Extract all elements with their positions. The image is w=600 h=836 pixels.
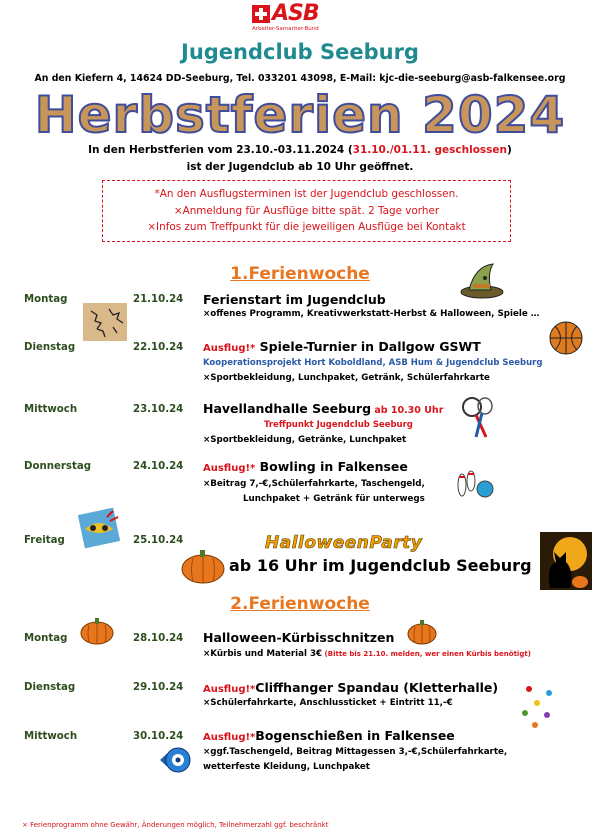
event-title: Halloween-Kürbisschnitzen	[203, 630, 395, 645]
trip-tag: Ausflug!*	[203, 732, 256, 743]
event-title-text: Bowling in Falkensee	[255, 459, 408, 474]
event-title-text: Havellandhalle Seeburg	[203, 401, 372, 416]
event-meeting-point: Treffpunkt Jugendclub Seeburg	[264, 420, 413, 430]
event-detail: Lunchpaket + Getränk für unterwegs	[243, 494, 425, 504]
event-note: (Bitte bis 21.10. melden, wer einen Kürbis benötigt)	[322, 650, 531, 658]
cross-icon	[252, 5, 270, 23]
event-title	[203, 680, 498, 695]
event-date: 29.10.24	[133, 682, 184, 693]
week-title-1: 1.Ferienwoche	[230, 264, 370, 284]
club-name: Jugendclub Seeburg	[181, 40, 419, 64]
notice-line: *An den Ausflugsterminen ist der Jugendclub geschlossen.	[154, 188, 459, 200]
event-detail: ×Sportbekleidung, Lunchpaket, Getränk, Schülerfahrkarte	[203, 373, 490, 383]
page-title: Herbstferien 2024	[34, 86, 566, 144]
intro-closed: 31.10./01.11. geschlossen	[352, 144, 508, 156]
event-coop: Kooperationsprojekt Hort Koboldland, ASB Hum & Jugendclub Seeburg	[203, 358, 543, 368]
trip-tag: Ausflug!*	[203, 343, 256, 354]
asb-logo	[252, 1, 330, 36]
event-date: 25.10.24	[133, 535, 184, 546]
intro-suffix: )	[507, 144, 512, 156]
notice-line: ×Anmeldung für Ausflüge bitte spät. 2 Tage vorher	[173, 204, 440, 217]
trip-tag: Ausflug!*	[203, 684, 256, 695]
event-title	[203, 401, 443, 416]
event-date: 30.10.24	[133, 731, 184, 742]
carnival-mask-icon	[77, 507, 121, 549]
pumpkin-icon	[79, 617, 115, 645]
event-day: Dienstag	[24, 342, 76, 353]
basketball-icon	[549, 321, 583, 355]
event-day: Dienstag	[24, 682, 76, 693]
pumpkin-icon	[180, 548, 226, 584]
event-date: 28.10.24	[133, 633, 184, 644]
event-title-text: Bogenschießen in Falkensee	[255, 728, 455, 743]
notice-line: ×Infos zum Treffpunkt für die jeweiligen Ausflüge bei Kontakt	[147, 221, 466, 233]
event-title-text: Spiele-Turnier in Dallgow GSWT	[255, 339, 481, 354]
event-date: 23.10.24	[133, 404, 184, 415]
black-cat-icon	[540, 532, 592, 590]
week-title-2: 2.Ferienwoche	[230, 594, 370, 614]
event-day: Mittwoch	[24, 404, 78, 415]
event-date: 21.10.24	[133, 294, 184, 305]
pumpkin-icon	[406, 619, 438, 645]
intro-line-2: ist der Jugendclub ab 10 Uhr geöffnet.	[186, 161, 414, 173]
event-detail: ×offenes Programm, Kreativwerkstatt-Herbst & Halloween, Spiele …	[203, 309, 540, 319]
event-day: Donnerstag	[24, 461, 91, 472]
event-detail: wetterfeste Kleidung, Lunchpaket	[203, 762, 370, 772]
event-detail	[203, 649, 531, 659]
event-day: Montag	[24, 633, 68, 644]
notice-box	[102, 180, 511, 242]
event-detail: ×Schülerfahrkarte, Anschlussticket + Eintritt 11,-€	[203, 698, 453, 708]
event-detail: ×ggf.Taschengeld, Beitrag Mittagessen 3,-€,Schülerfahrkarte,	[203, 747, 508, 757]
event-detail: ×Sportbekleidung, Getränke, Lunchpaket	[203, 435, 407, 445]
intro-line	[0, 144, 600, 156]
event-date: 24.10.24	[133, 461, 184, 472]
event-date: 22.10.24	[133, 342, 184, 353]
event-title: Ferienstart im Jugendclub	[203, 292, 386, 307]
autumn-leaves-icon	[83, 303, 127, 341]
event-day: Montag	[24, 294, 68, 305]
event-title	[203, 728, 455, 743]
event-day: Mittwoch	[24, 731, 78, 742]
event-detail: ab 16 Uhr im Jugendclub Seeburg	[229, 556, 532, 575]
logo-brand: ASB	[272, 1, 319, 26]
logo-subtitle: Arbeiter-Samariter-Bund	[252, 26, 319, 32]
event-detail: ×Beitrag 7,-€,Schülerfahrkarte, Taschengeld,	[203, 479, 425, 489]
event-day: Freitag	[24, 535, 65, 546]
badminton-racket-icon	[460, 397, 496, 441]
climbing-holds-icon	[519, 683, 559, 729]
event-detail-text: ×Kürbis und Material 3€	[203, 649, 323, 659]
archery-target-icon	[158, 745, 192, 775]
footer-note: × Ferienprogramm ohne Gewähr, Änderungen möglich, Teilnehmerzahl ggf. beschränkt	[22, 821, 329, 829]
event-time: ab 10.30 Uhr	[371, 405, 444, 416]
event-title	[203, 459, 408, 474]
trip-tag: Ausflug!*	[203, 463, 256, 474]
halloween-party-title: HalloweenParty	[265, 533, 423, 553]
event-title	[203, 339, 481, 354]
address-line: An den Kiefern 4, 14624 DD-Seeburg, Tel. 033201 43098, E-Mail: kjc-die-seeburg@asb-falkensee.org	[34, 73, 566, 84]
event-title-text: Cliffhanger Spandau (Kletterhalle)	[255, 680, 499, 695]
intro-prefix: In den Herbstferien vom 23.10.-03.11.2024 (	[88, 144, 353, 156]
witch-hat-icon	[459, 260, 505, 300]
bowling-icon	[455, 467, 495, 503]
